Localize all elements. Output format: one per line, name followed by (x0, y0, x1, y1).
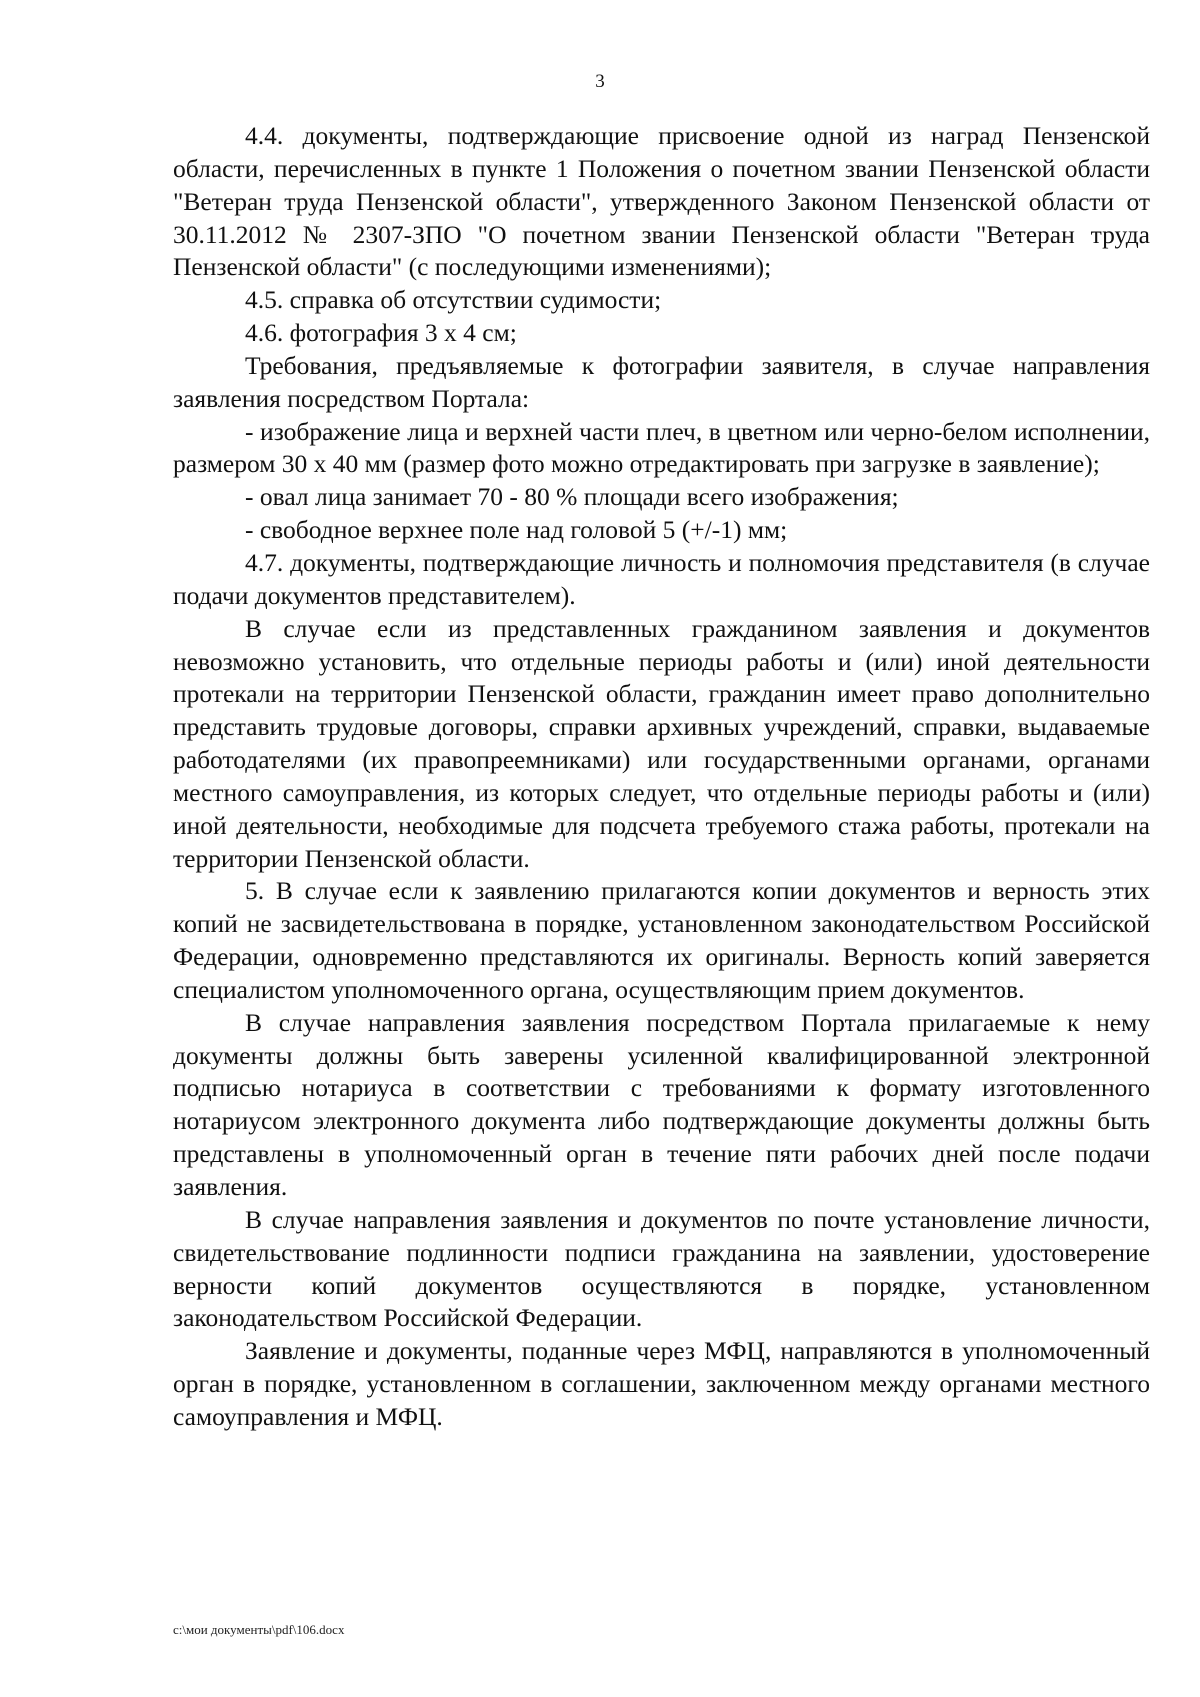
paragraph-portal-submission: В случае направления заявления посредством Портала прилагаемые к нему документы должны быть заверены усиленной квалифицированной электронной подписью нотариуса в соответствии с требованиями к формату изготовленного нотариусом электронного документа либо подтверждающие документы должны быть представлены в уполномоченный орган в течение пяти рабочих дней после подачи заявления. (173, 1007, 1150, 1201)
paragraph-top-margin: - свободное верхнее поле над головой 5 (+/-1) мм; (245, 515, 788, 545)
paragraph-4-5: 4.5. справка об отсутствии судимости; (245, 285, 662, 315)
paragraph-mail-submission: В случае направления заявления и документов по почте установление личности, свидетельствование подлинности подписи гражданина на заявлении, удостоверение верности копий документов осуществляются в порядке, установленном законодательством Российской Федерации. (173, 1204, 1150, 1333)
paragraph-work-periods: В случае если из представленных гражданином заявления и документов невозможно установить, что отдельные периоды работы и (или) иной деятельности протекали на территории Пензенской области, гражданин имеет право дополнительно представить трудовые договоры, справки архивных учреждений, справки, выдаваемые работодателями (их правопреемниками) или государственными органами, органами местного самоуправления, из которых следует, что отдельные периоды работы и (или) иной деятельности, необходимые для подсчета требуемого стажа работы, протекали на территории Пензенской области. (173, 613, 1150, 873)
paragraph-photo-requirements: Требования, предъявляемые к фотографии заявителя, в случае направления заявления посредством Портала: (173, 350, 1150, 413)
paragraph-4-6: 4.6. фотография 3 х 4 см; (245, 318, 517, 348)
document-body (173, 120, 1150, 1434)
footer-file-path: c:\мои документы\pdf\106.docx (173, 1622, 345, 1637)
paragraph-mfc-submission: Заявление и документы, поданные через МФЦ, направляются в уполномоченный орган в порядке, установленном в соглашении, заключенном между органами местного самоуправления и МФЦ. (173, 1336, 1150, 1431)
paragraph-photo-size: - изображение лица и верхней части плеч, в цветном или черно-белом исполнении, размером 30 х 40 мм (размер фото можно отредактировать при загрузке в заявление); (173, 416, 1150, 479)
paragraph-5: 5. В случае если к заявлению прилагаются копии документов и верность этих копий не засвидетельствована в порядке, установленном законодательством Российской Федерации, одновременно представляются их оригиналы. Верность копий заверяется специалистом уполномоченного органа, осуществляющим прием документов. (173, 876, 1150, 1004)
paragraph-face-oval: - овал лица занимает 70 - 80 % площади всего изображения; (245, 482, 899, 512)
page-number: 3 (595, 71, 605, 92)
paragraph-4-4: 4.4. документы, подтверждающие присвоение одной из наград Пензенской области, перечисленных в пункте 1 Положения о почетном звании Пензенской области "Ветеран труда Пензенской области", утвержденного Законом Пензенской области от 30.11.2012 № 2307-ЗПО "О почетном звании Пензенской области "Ветеран труда Пензенской области" (с последующими изменениями); (173, 121, 1150, 282)
paragraph-4-7: 4.7. документы, подтверждающие личность и полномочия представителя (в случае подачи документов представителем). (173, 547, 1150, 610)
